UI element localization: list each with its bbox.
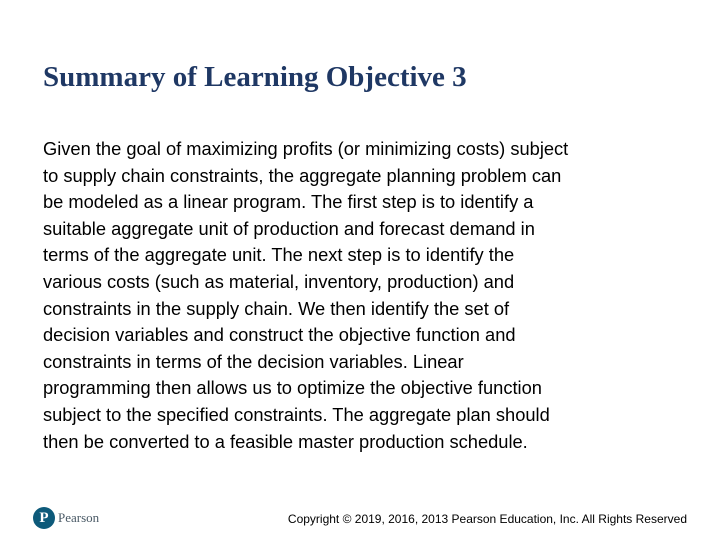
slide-body — [43, 136, 693, 455]
body-line: decision variables and construct the objective function and — [43, 324, 516, 346]
body-line: constraints in the supply chain. We then identify the set of — [43, 297, 510, 319]
body-line: to supply chain constraints, the aggregate planning problem can — [43, 164, 562, 186]
body-line: suitable aggregate unit of production and forecast demand in — [43, 217, 535, 239]
pearson-logo-icon — [33, 507, 55, 529]
pearson-logo-text: Pearson — [58, 510, 100, 525]
body-line: constraints in terms of the decision variables. Linear — [43, 350, 464, 372]
slide-title: Summary of Learning Objective 3 — [43, 61, 467, 93]
body-line: be modeled as a linear program. The first step is to identify a — [43, 191, 534, 213]
body-line: Given the goal of maximizing profits (or minimizing costs) subject — [43, 138, 569, 159]
body-line: terms of the aggregate unit. The next step is to identify the — [43, 244, 515, 266]
slide-footer — [0, 498, 720, 538]
body-line: subject to the specified constraints. The aggregate plan should — [43, 403, 550, 425]
pearson-logo — [33, 506, 99, 530]
body-line: then be converted to a feasible master production schedule. — [43, 430, 528, 452]
copyright-notice: Copyright © 2019, 2016, 2013 Pearson Education, Inc. All Rights Reserved — [287, 512, 687, 526]
body-line: various costs (such as material, inventory, production) and — [43, 270, 515, 292]
body-line: programming then allows us to optimize the objective function — [43, 377, 542, 399]
